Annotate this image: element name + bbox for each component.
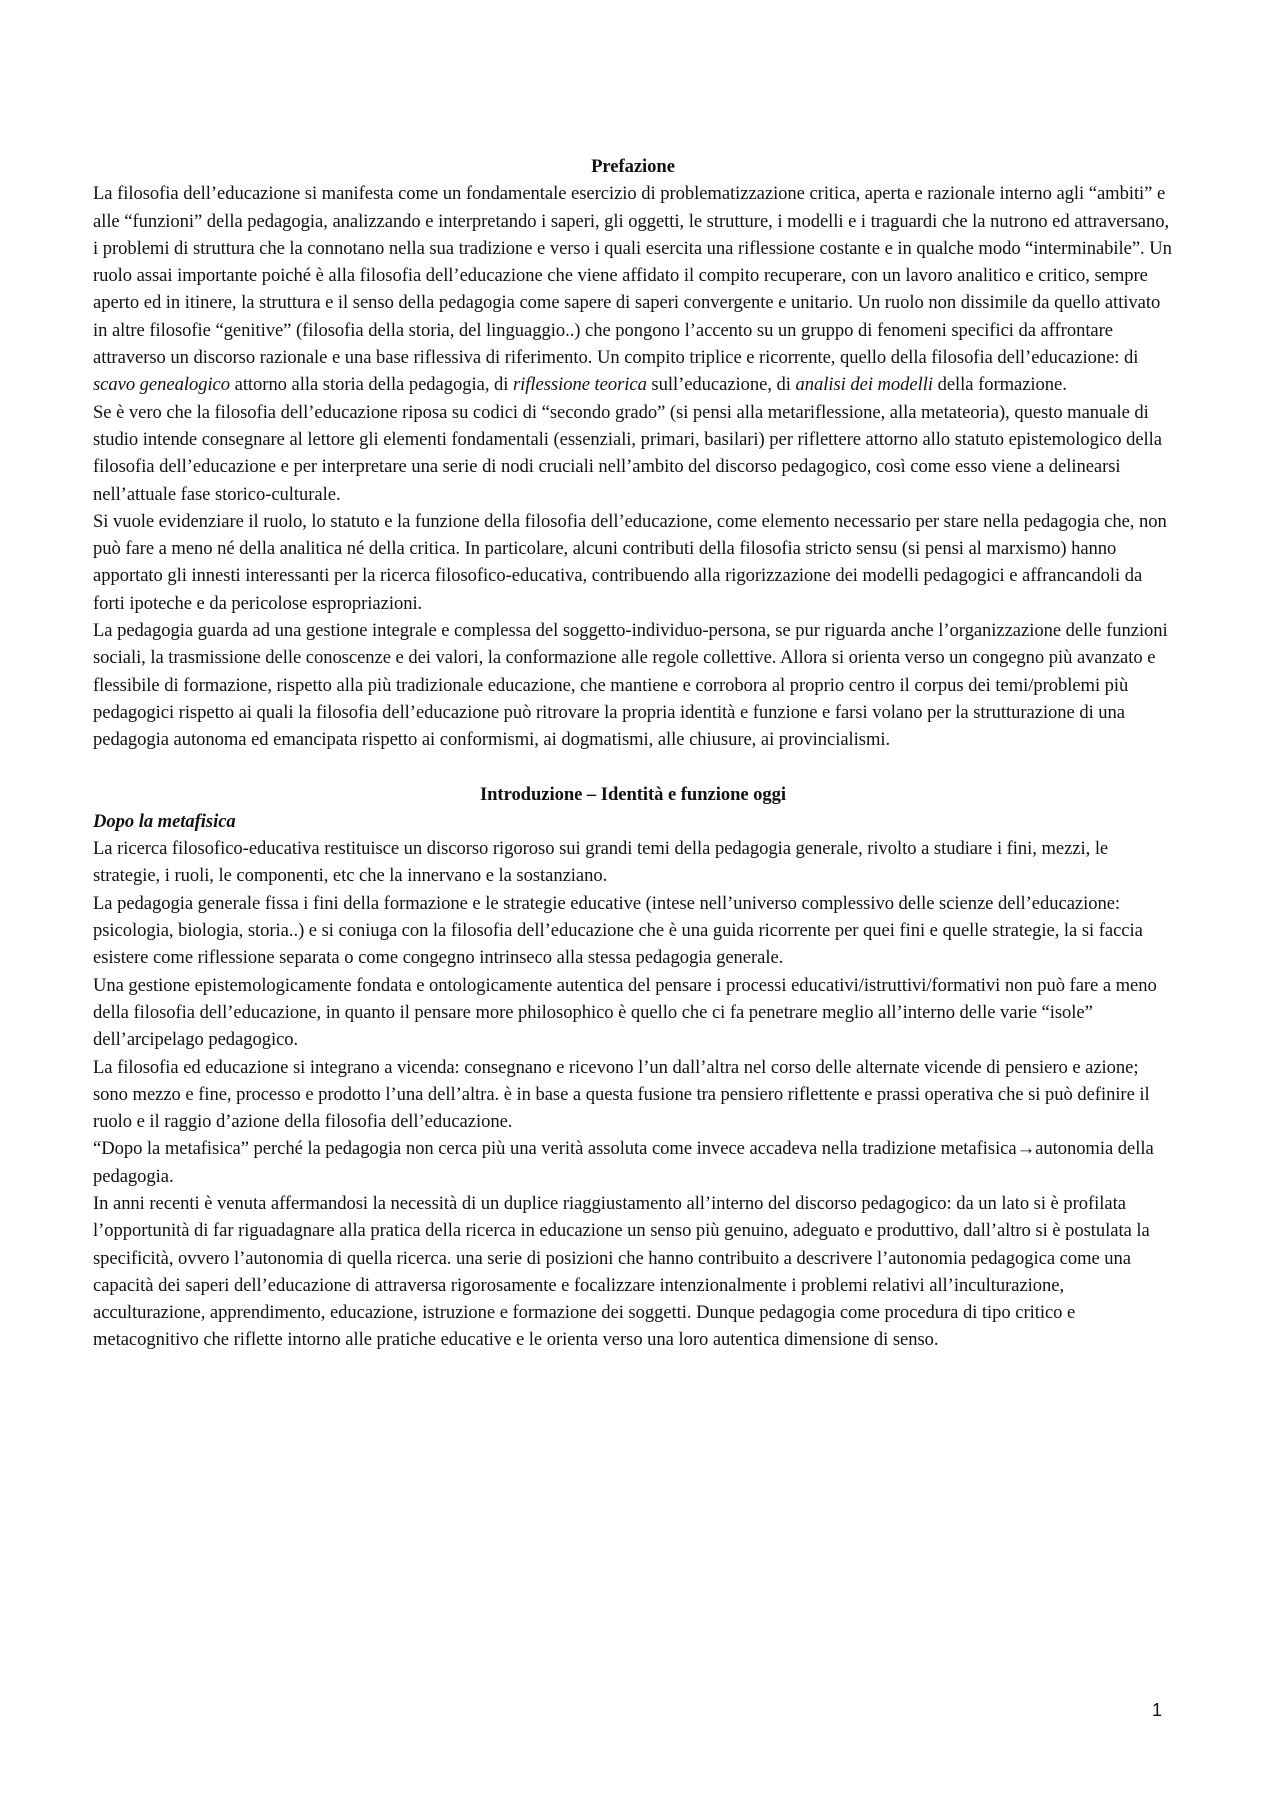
introduction-paragraph-2: La pedagogia generale fissa i fini della formazione e le strategie educative (intese nell’universo complessivo delle scienze dell’educazione: psicologia, biologia, storia..) e si coniuga con la filosofia dell’educazione che è una guida ricorrente per quei fini e quelle strategie, la si faccia esistere come riflessione separata o come congegno intrinseco alla stessa pedagogia generale.	[93, 892, 1143, 969]
introduction-paragraph-3: Una gestione epistemologicamente fondata e ontologicamente autentica del pensare i processi educativi/istruttivi/formativi non può fare a meno della filosofia dell’educazione, in quanto il pensare more philosophico è quello che ci fa penetrare meglio all’interno delle varie “isole” dell’arcipelago pedagogico.	[93, 974, 1157, 1051]
preface-text-segment: attorno alla storia della pedagogia, di	[230, 374, 513, 396]
introduction-paragraph-4: La filosofia ed educazione si integrano a vicenda: consegnano e ricevono l’un dall’altra nel corso delle alternate vicende di pensiero e azione; sono mezzo e fine, processo e prodotto l’una dell’altra. è in base a questa fusione tra pensiero riflettente e prassi operativa che si può definire il ruolo e il raggio d’azione della filosofia dell’educazione.	[93, 1056, 1150, 1133]
page-number: 1	[1152, 1700, 1163, 1720]
preface-paragraph-2: Se è vero che la filosofia dell’educazione riposa su codici di “secondo grado” (si pensi alla metariflessione, alla metateoria), questo manuale di studio intende consegnare al lettore gli elementi fondamentali (essenziali, primari, basilari) per riflettere attorno allo statuto epistemologico della filosofia dell’educazione e per interpretare una serie di nodi cruciali nell’ambito del discorso pedagogico, così come esso viene a delinearsi nell’attuale fase storico-culturale.	[93, 401, 1162, 505]
preface-title: Prefazione	[591, 156, 675, 177]
preface-paragraph-3: Si vuole evidenziare il ruolo, lo statuto e la funzione della filosofia dell’educazione, come elemento necessario per stare nella pedagogia che, non può fare a meno né della analitica né della critica. In particolare, alcuni contributi della filosofia stricto sensu (si pensi al marxismo) hanno apportato gli innesti interessanti per la ricerca filosofico-educativa, contribuendo alla rigorizzazione dei modelli pedagogici e affrancandoli da forti ipoteche e da pericolose espropriazioni.	[93, 510, 1167, 614]
preface-text-segment: La filosofia dell’educazione si manifesta come un fondamentale esercizio di problematizzazione critica, aperta e razionale interno agli “ambiti” e alle “funzioni” della pedagogia, analizzando e interpretando i saperi, gli oggetti, le strutture, i modelli e i traguardi che la nutrono ed attraversano, i problemi di struttura che la connotano nella sua tradizione e verso i quali esercita una riflessione costante e in qualche modo “interminabile”. Un ruolo assai importante poiché è alla filosofia dell’educazione che viene affidato il compito recuperare, con un lavoro analitico e critico, sempre aperto ed in itinere, la struttura e il senso della pedagogia come sapere di saperi convergente e unitario. Un ruolo non dissimile da quello attivato in altre filosofie “genitive” (filosofia della storia, del linguaggio..) che pongono l’accento su un gruppo di fenomeni specifici da affrontare attraverso un discorso razionale e una base riflessiva di riferimento. Un compito triplice e ricorrente, quello della filosofia dell’educazione: di	[93, 183, 1172, 369]
emphasis-riflessione-teorica: riflessione teorica	[512, 374, 647, 396]
emphasis-scavo-genealogico: scavo genealogico	[93, 374, 231, 396]
emphasis-analisi-dei-modelli: analisi dei modelli	[795, 374, 933, 396]
preface-text-segment: della formazione.	[932, 374, 1067, 396]
preface-paragraph-1	[93, 180, 1173, 398]
preface-text-segment: sull’educazione, di	[646, 374, 796, 396]
introduction-paragraph-1: La ricerca filosofico-educativa restituisce un discorso rigoroso sui grandi temi della pedagogia generale, rivolto a studiare i fini, mezzi, le strategie, i ruoli, le componenti, etc che la innervano e la sostanziano.	[93, 838, 1109, 887]
document-page	[93, 153, 1173, 1354]
preface-paragraph-4: La pedagogia guarda ad una gestione integrale e complessa del soggetto-individuo-persona, se pur riguarda anche l’organizzazione delle funzioni sociali, la trasmissione delle conoscenze e dei valori, la conformazione alle regole collettive. Allora si orienta verso un congegno più avanzato e flessibile di formazione, rispetto alla più tradizionale educazione, che mantiene e corrobora al proprio centro il corpus dei temi/problemi più pedagogici rispetto ai quali la filosofia dell’educazione può ritrovare la propria identità e funzione e farsi volano per la strutturazione di una pedagogia autonoma ed emancipata rispetto ai conformismi, ai dogmatismi, alle chiusure, ai provincialismi.	[93, 620, 1168, 751]
introduction-subtitle: Dopo la metafisica	[93, 810, 236, 832]
introduction-title: Introduzione – Identità e funzione oggi	[479, 783, 787, 805]
introduction-paragraph-6: In anni recenti è venuta affermandosi la necessità di un duplice riaggiustamento all’interno del discorso pedagogico: da un lato si è profilata l’opportunità di far riguadagnare alla pratica della ricerca in educazione un senso più genuino, adeguato e produttivo, dall’altro si è postulata la specificità, ovvero l’autonomia di quella ricerca. una serie di posizioni che hanno contribuito a descrivere l’autonomia pedagogica come una capacità dei saperi dell’educazione di attraversa rigorosamente e focalizzare intenzionalmente i problemi relativi all’inculturazione, acculturazione, apprendimento, educazione, istruzione e formazione dei soggetti. Dunque pedagogia come procedura di tipo critico e metacognitivo che riflette intorno alle pratiche educative e le orienta verso una loro autentica dimensione di senso.	[93, 1192, 1150, 1351]
introduction-paragraph-5: “Dopo la metafisica” perché la pedagogia non cerca più una verità assoluta come invece accadeva nella tradizione metafisica→autonomia della pedagogia.	[93, 1138, 1154, 1187]
